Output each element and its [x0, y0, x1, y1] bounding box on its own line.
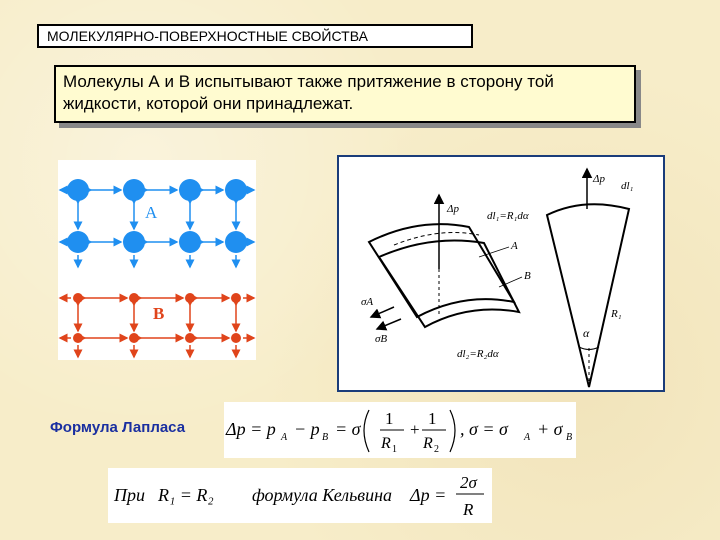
- svg-text:2σ: 2σ: [460, 473, 477, 492]
- lattice-diagram: [58, 160, 256, 360]
- label-b: B: [153, 304, 165, 323]
- svg-text:B: B: [566, 432, 573, 443]
- slide-title: МОЛЕКУЛЯРНО-ПОВЕРХНОСТНЫЕ СВОЙСТВА: [37, 24, 473, 48]
- kelvin-text: формула Кельвина: [252, 485, 393, 505]
- surface-diagram-panel: [337, 155, 665, 392]
- svg-text:, σ = σ: , σ = σ: [460, 419, 508, 439]
- surface-label-b: B: [524, 270, 531, 282]
- molecule: [67, 179, 89, 201]
- molecule: [67, 231, 89, 253]
- surface-a: [369, 224, 514, 317]
- sigma-b-label: σB: [375, 333, 388, 345]
- kelvin-condition: R₁ = R₂: [158, 485, 214, 505]
- kelvin-formula-svg: [108, 468, 492, 523]
- sigma-a-label: σA: [361, 296, 374, 308]
- molecule: [185, 293, 195, 303]
- molecule: [231, 293, 241, 303]
- sector-dl1-label: dl₁: [621, 180, 634, 192]
- sigma-b-arrow: [377, 319, 401, 329]
- molecule: [179, 231, 201, 253]
- molecule: [185, 333, 195, 343]
- svg-text:= σ: = σ: [335, 419, 361, 439]
- molecule: [231, 333, 241, 343]
- molecule: [129, 333, 139, 343]
- laplace-label: Формула Лапласа: [50, 419, 186, 436]
- sector-r1-label: R₁: [611, 308, 622, 320]
- svg-text:B: B: [322, 432, 329, 443]
- lattice-svg: [58, 160, 256, 360]
- svg-text:Δp =: Δp =: [410, 485, 447, 505]
- molecule: [73, 333, 83, 343]
- sector-dp-label: Δp: [593, 173, 605, 185]
- molecule: [123, 179, 145, 201]
- sector-alpha-label: α: [583, 326, 590, 340]
- dl2-eq: dl₂=R₂dα: [457, 348, 499, 360]
- svg-text:R: R: [381, 435, 391, 452]
- kelvin-prefix: При: [114, 485, 145, 505]
- sigma-a-arrow: [371, 307, 394, 317]
- svg-text:2: 2: [434, 444, 439, 455]
- svg-text:A: A: [524, 432, 531, 443]
- laplace-formula: [224, 402, 576, 458]
- liquid-a-molecules: [60, 179, 254, 267]
- laplace-formula-svg: [224, 402, 576, 458]
- svg-text:A: A: [281, 432, 288, 443]
- svg-text:1: 1: [385, 409, 394, 428]
- sector-shape: [547, 204, 629, 387]
- liquid-b-molecules: [60, 293, 254, 357]
- svg-text:R: R: [423, 435, 433, 452]
- svg-text:+: +: [410, 420, 420, 439]
- molecule: [179, 179, 201, 201]
- dp-label: Δp: [447, 203, 459, 215]
- svg-text:+ σ: + σ: [537, 419, 563, 439]
- molecule: [129, 293, 139, 303]
- kelvin-formula: [108, 468, 492, 523]
- molecule: [73, 293, 83, 303]
- svg-text:R: R: [463, 500, 474, 519]
- label-a: A: [145, 203, 158, 222]
- molecule: [123, 231, 145, 253]
- dl1-eq: dl₁=R₁dα: [487, 210, 529, 222]
- note-text: Молекулы А и В испытывают также притяжение в сторону той жидкости, которой они принадлежат.: [54, 65, 636, 123]
- surface-svg: [339, 157, 663, 390]
- molecule: [225, 179, 247, 201]
- surface-label-a: A: [511, 240, 518, 252]
- svg-text:1: 1: [428, 409, 437, 428]
- molecule: [225, 231, 247, 253]
- svg-text:Δp = p: Δp = p: [226, 419, 276, 439]
- svg-text:1: 1: [392, 444, 397, 455]
- svg-text:− p: − p: [294, 419, 320, 439]
